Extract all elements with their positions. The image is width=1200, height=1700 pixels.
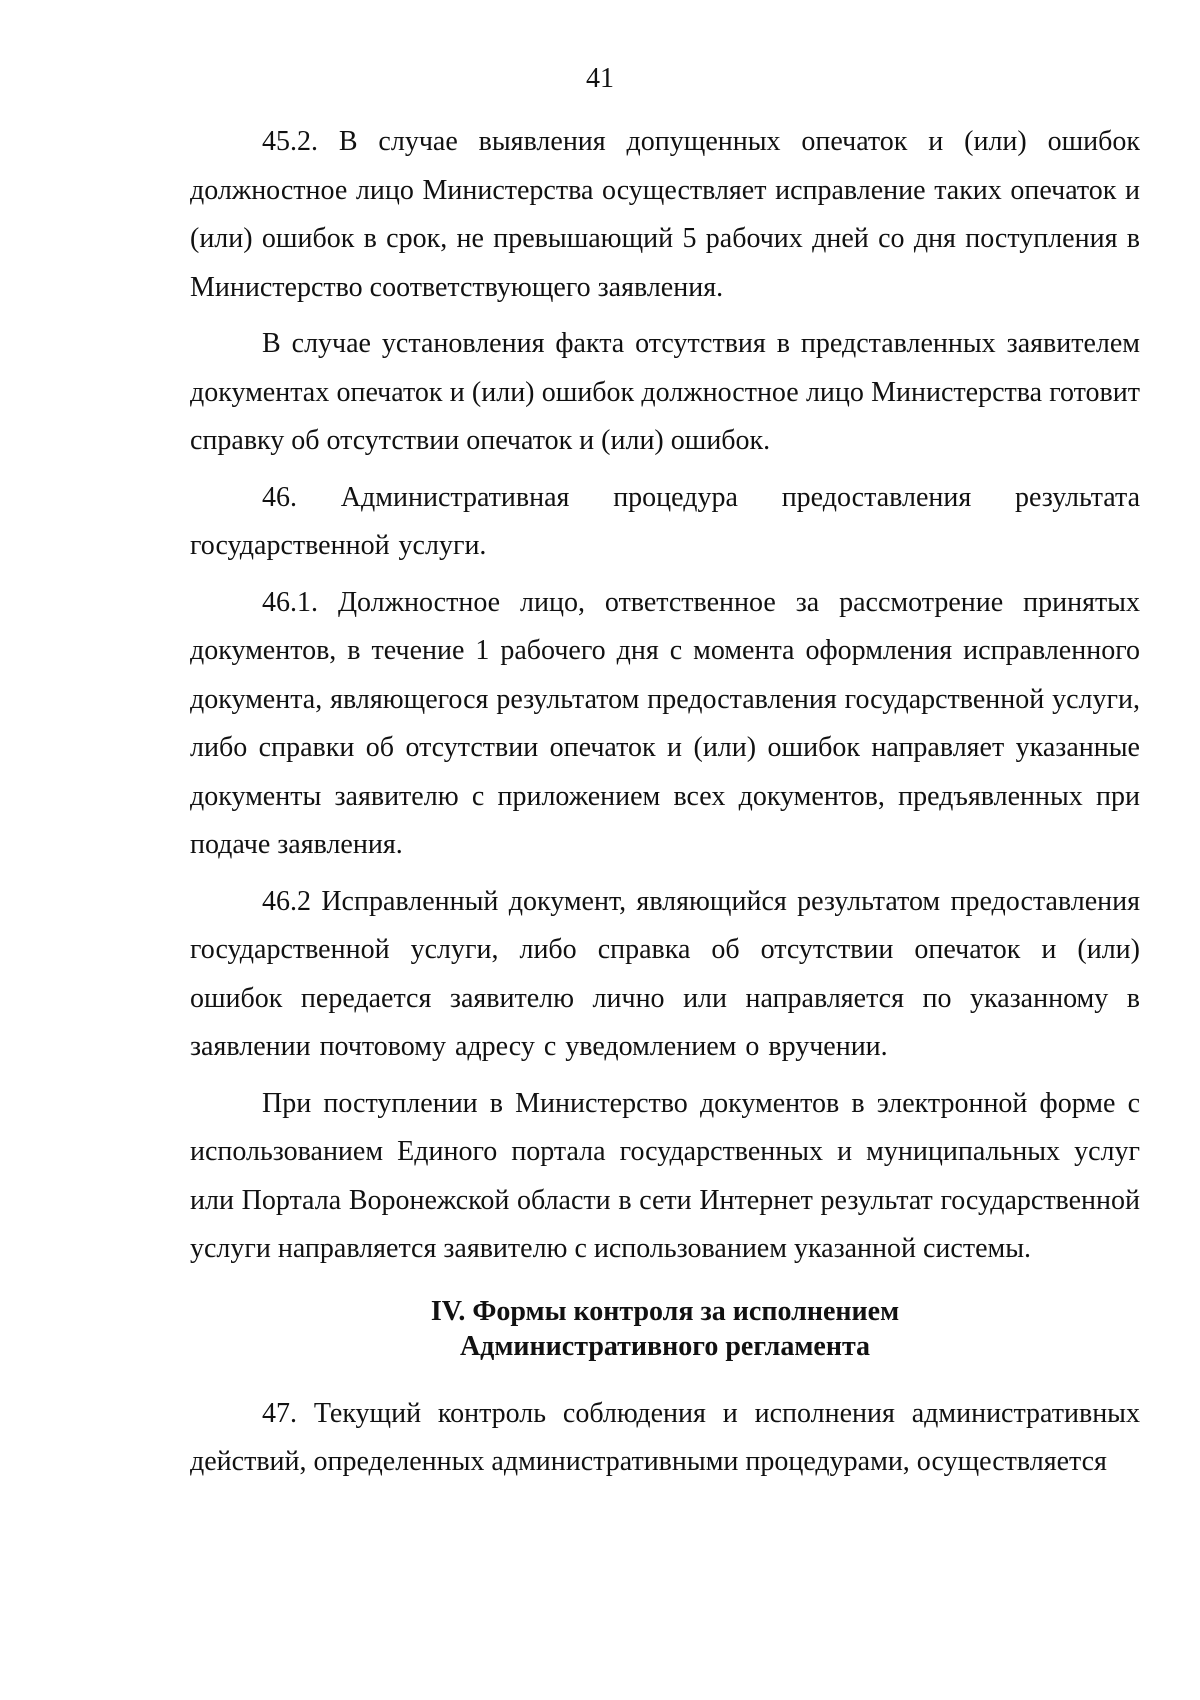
paragraph-45-2: 45.2. В случае выявления допущенных опечаток и (или) ошибок должностное лицо Министерства осуществляет исправление таких опечаток и (или) ошибок в срок, не превышающий 5 рабочих дней со дня поступления в Министерство соответствующего заявления. <box>190 126 1140 303</box>
section-heading <box>190 1294 1140 1364</box>
paragraph-47: 47. Текущий контроль соблюдения и исполнения административных действий, определенных административными процедурами, осуществляется <box>190 1397 1140 1477</box>
section-heading-line-1: IV. Формы контроля за исполнением <box>430 1295 900 1327</box>
section-heading-line-2: Административного регламента <box>459 1330 871 1362</box>
paragraph-46: 46. Административная процедура предоставления результата государственной услуги. <box>190 481 1140 561</box>
paragraph-no-errors-certificate: В случае установления факта отсутствия в представленных заявителем документах опечаток и (или) ошибок должностное лицо Министерства готовит справку об отсутствии опечаток и (или) ошибок. <box>190 328 1140 456</box>
paragraph-electronic-form: При поступлении в Министерство документов в электронной форме с использованием Единого портала государственных и муниципальных услуг или Портала Воронежской области в сети Интернет результат государственной услуги направляется заявителю с использованием указанной системы. <box>190 1087 1140 1264</box>
paragraph-46-2: 46.2 Исправленный документ, являющийся результатом предоставления государственной услуги, либо справка об отсутствии опечаток и (или) ошибок передается заявителю лично или направляется по указанному в заявлении почтовому адресу с уведомлением о вручении. <box>190 885 1140 1062</box>
document-body <box>190 118 1140 1495</box>
page-number: 41 <box>586 63 614 94</box>
paragraph-46-1: 46.1. Должностное лицо, ответственное за рассмотрение принятых документов, в течение 1 рабочего дня с момента оформления исправленного документа, являющегося результатом предоставления государственной услуги, либо справки об отсутствии опечаток и (или) ошибок направляет указанные документы заявителю с приложением всех документов, предъявленных при подаче заявления. <box>190 586 1140 860</box>
